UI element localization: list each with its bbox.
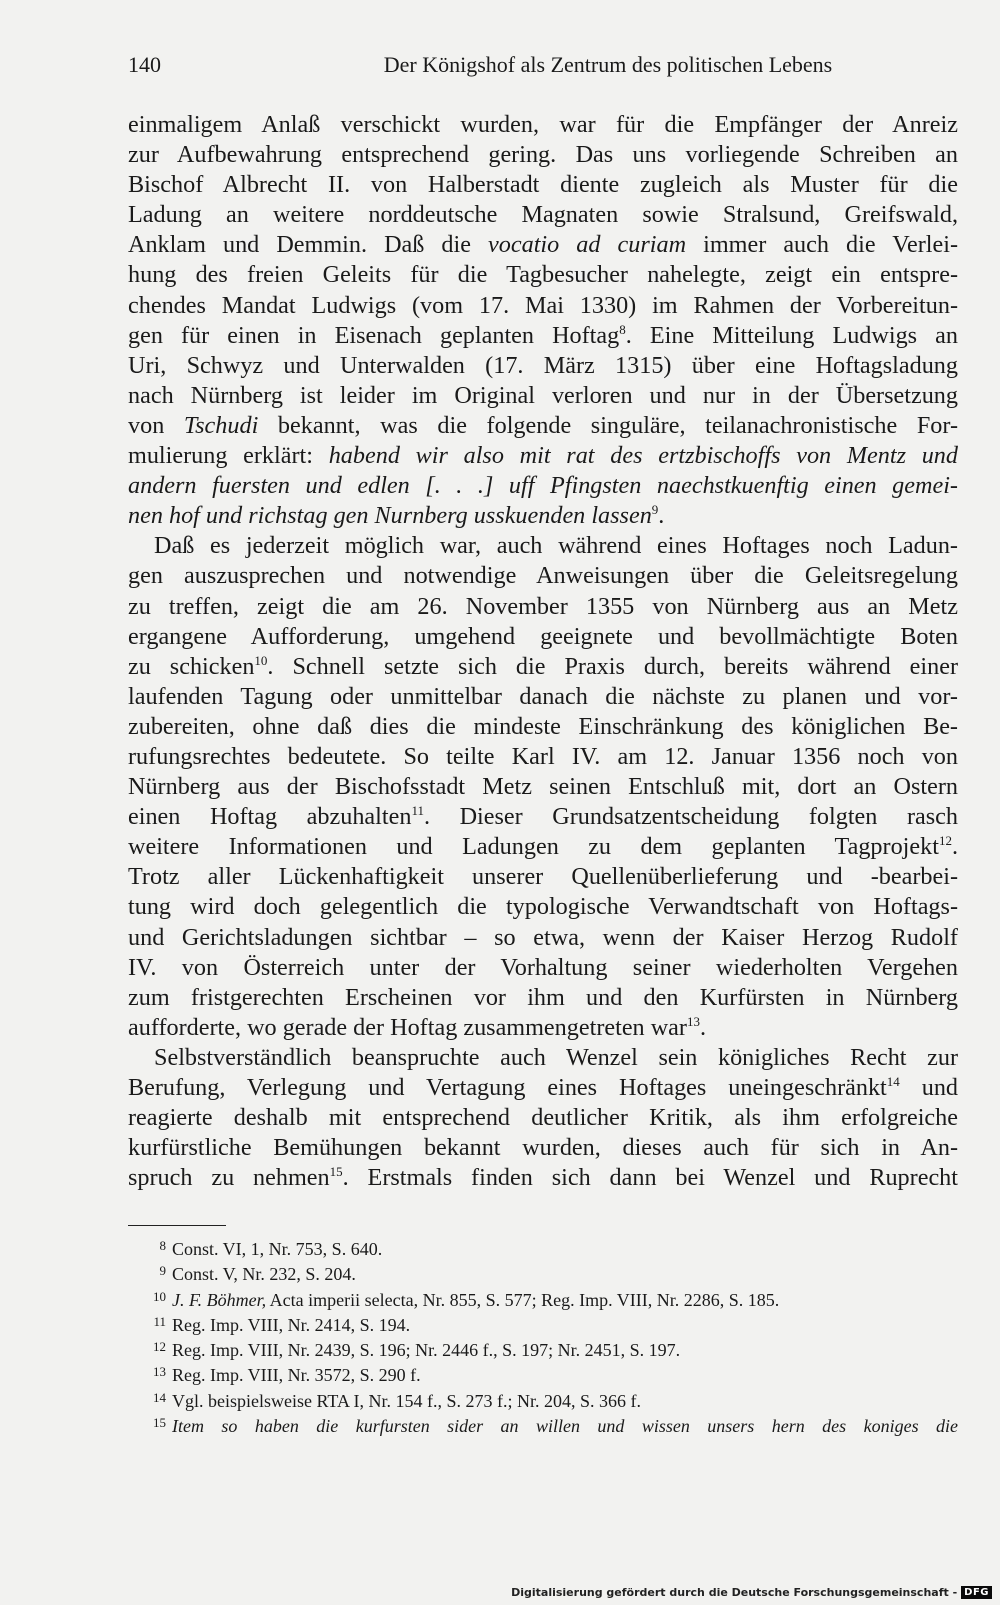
footnote-text: Item so haben die kurfursten sider an willen und wissen unsers hern des koniges die [172,1416,958,1437]
footnotes [128,1237,958,1439]
main-text [128,110,958,1193]
footnote-ref: 15 [329,1164,343,1180]
text-line: rufungsrechtes bedeutete. So teilte Karl IV. am 12. Januar 1356 noch von [128,742,958,770]
text-line: Daß es jederzeit möglich war, auch während eines Hoftages noch Ladun- [154,532,958,560]
text-line: Trotz aller Lückenhaftigkeit unserer Quellenüberlieferung und -bearbei- [128,863,958,891]
paragraph-2 [128,531,958,1043]
footnote-number: 9 [159,1263,166,1279]
footnote [128,1313,958,1338]
footnote-number: 14 [153,1389,166,1405]
footnote [128,1262,958,1287]
footnote-number: 12 [153,1339,166,1355]
text-line: und Gerichtsladungen sichtbar – so etwa, wenn der Kaiser Herzog Rudolf [128,923,958,951]
text-line: Selbstverständlich beanspruchte auch Wenzel sein königliches Recht zur [154,1043,958,1071]
text-line: hung des freien Geleits für die Tagbesucher nahelegte, zeigt ein entspre- [128,261,958,289]
text-line: zu schicken$^{10}$. Schnell setzte sich die Praxis durch, bereits während einer [128,652,958,680]
text-line: Uri, Schwyz und Unterwalden (17. März 1315) über eine Hoftagsladung [128,351,958,379]
text-line: laufenden Tagung oder unmittelbar danach die nächste zu planen und vor- [128,682,958,710]
text-line: nach Nürnberg ist leider im Original verloren und nur in der Übersetzung [128,381,958,409]
footnote [128,1363,958,1388]
footnote-text: Const. V, Nr. 232, S. 204. [172,1264,356,1285]
footnote-text: Reg. Imp. VIII, Nr. 2439, S. 196; Nr. 2446 f., S. 197; Nr. 2451, S. 197. [172,1340,681,1361]
text-line: ergangene Aufforderung, umgehend geeignete und bevollmächtigte Boten [128,622,958,650]
footnote-ref: 8 [619,321,626,337]
footnote-text: Reg. Imp. VIII, Nr. 3572, S. 290 f. [172,1365,421,1386]
footnote-ref: 11 [411,803,424,819]
text-line: tung wird doch gelegentlich die typologische Verwandtschaft von Hoftags- [128,893,958,921]
text-line: aufforderte, wo gerade der Hoftag zusammengetreten war$^{13}$. [128,1013,707,1041]
text-line: Berufung, Verlegung und Vertagung eines Hoftages uneingeschränkt$^{14}$ und [128,1074,959,1101]
text-line: gen auszusprechen und notwendige Anweisungen über die Geleitsregelung [128,562,958,590]
footnote [128,1338,958,1363]
digitization-credit [511,1586,992,1599]
footnote-text: Reg. Imp. VIII, Nr. 2414, S. 194. [172,1314,411,1335]
text-line: zu treffen, zeigt die am 26. November 1355 von Nürnberg aus an Metz [128,592,958,620]
text-line: Ladung an weitere norddeutsche Magnaten sowie Stralsund, Greifswald, [128,201,958,229]
footnote-ref: 9 [651,502,659,518]
text-line: chendes Mandat Ludwigs (vom 17. Mai 1330) im Rahmen der Vorbereitun- [128,291,958,319]
footnote-ref: 10 [254,652,268,668]
dfg-logo: DFG [961,1586,992,1599]
footnote-text: J. F. Böhmer, Acta imperii selecta, Nr. 855, S. 577; Reg. Imp. VIII, Nr. 2286, S. 185. [172,1289,780,1310]
footnote [128,1288,958,1313]
paragraph-1 [128,110,958,531]
credit-text: Digitalisierung gefördert durch die Deutsche Forschungsgemeinschaft - [511,1586,958,1599]
text-line: Bischof Albrecht II. von Halberstadt diente zugleich als Muster für die [128,171,958,199]
text-line: von Tschudi bekannt, was die folgende singuläre, teilanachronistische For- [128,411,959,439]
page-number: 140 [128,52,161,77]
text-line: Nürnberg aus der Bischofsstadt Metz seinen Entschluß mit, dort an Ostern [128,773,958,801]
footnote-text: Const. VI, 1, Nr. 753, S. 640. [172,1239,383,1259]
running-header [128,52,958,78]
text-line: einen Hoftag abzuhalten$^{11}$. Dieser Grundsatzentscheidung folgten rasch [128,803,958,831]
text-line: weitere Informationen und Ladungen zu dem geplanten Tagprojekt$^{12}$. [128,833,958,861]
footnote-number: 8 [159,1238,166,1253]
footnote [128,1237,958,1262]
paragraph-3 [128,1043,958,1193]
text-line: kurfürstliche Bemühungen bekannt wurden, dieses auch für sich in An- [128,1134,958,1162]
text-line: nen hof und richstag gen Nurnberg usskuenden lassen$^9$. [128,502,665,530]
text-line: zubereiten, ohne daß dies die mindeste Einschränkung des königlichen Be- [128,712,958,740]
text-line: einmaligem Anlaß verschickt wurden, war für die Empfänger der Anreiz [128,111,958,138]
text-line: mulierung erklärt: habend wir also mit rat des ertzbischoffs von Mentz und [128,442,958,470]
text-line: gen für einen in Eisenach geplanten Hoftag$^8$. Eine Mitteilung Ludwigs an [128,321,958,349]
footnote-text: Vgl. beispielsweise RTA I, Nr. 154 f., S. 273 f.; Nr. 204, S. 366 f. [172,1390,641,1411]
footnote-number: 10 [153,1288,166,1304]
footnote-number: 11 [153,1313,166,1329]
text-line: Anklam und Demmin. Daß die vocatio ad curiam immer auch die Verlei- [128,231,959,259]
text-line: reagierte deshalb mit entsprechend deutlicher Kritik, als ihm erfolgreiche [128,1104,958,1132]
footnote-ref: 13 [686,1013,700,1029]
footnote-number: 13 [153,1364,166,1380]
footnote-ref: 12 [938,833,952,849]
footnote [128,1414,958,1439]
running-title: Der Königshof als Zentrum des politischen Lebens [383,52,833,77]
text-line: IV. von Österreich unter der Vorhaltung seiner wiederholten Vergehen [128,953,958,981]
footnote-ref: 14 [886,1074,900,1089]
footnote-separator [128,1225,226,1226]
footnote [128,1389,958,1414]
footnote-number: 15 [153,1415,166,1431]
text-line: zum fristgerechten Erscheinen vor ihm und den Kurfürsten in Nürnberg [128,983,958,1011]
text-line: spruch zu nehmen$^{15}$. Erstmals finden sich dann bei Wenzel und Ruprecht [128,1164,958,1192]
text-line: zur Aufbewahrung entsprechend gering. Das uns vorliegende Schreiben an [128,141,958,169]
text-line: andern fuersten und edlen [. . .] uff Pfingsten naechstkuenftig einen gemei- [128,472,958,500]
